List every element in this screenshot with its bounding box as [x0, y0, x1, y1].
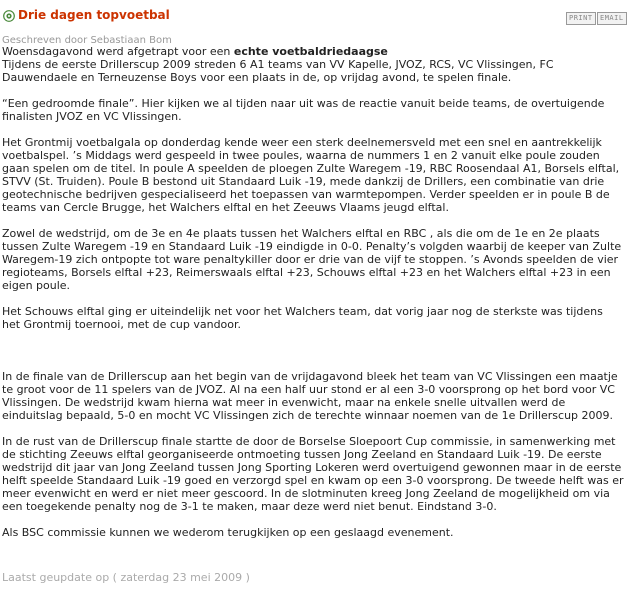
paragraph-spacer — [2, 357, 624, 370]
paragraph-spacer — [2, 123, 624, 136]
article-header — [0, 8, 629, 28]
paragraph-spacer — [2, 214, 624, 227]
lead-text: Woensdagavond werd afgetrapt voor een — [2, 45, 234, 58]
article-paragraph: Het Grontmij voetbalgala op donderdag kende weer een sterk deelnemersveld met een snel en aantrekkelijk voetbalspel. ’s Middags werd gespeeld in twee poules, waarna de nummers 1 en 2 vanuit elke poule zouden gaan spelen om de titel. In poule A speelden de ploegen Zulte Waregem -19, RBC Roosendaal A1, Borsels elftal, STVV (St. Truiden). Poule B bestond uit Standaard Luik -19, mede dankzij de Drillers, een combinatie van drie geotechnische bedrijven gespecialiseerd het toepassen van warmtepompen. Verder speelden er in poule B de teams van Cercle Brugge, het Walchers elftal en het Zeeuws Vlaams jeugd elftal. — [2, 136, 620, 214]
article-paragraph: “Een gedroomde finale”. Hier kijken we al tijden naar uit was de reactie vanuit beide teams, de overtuigende finalisten JVOZ en VC Vlissingen. — [2, 97, 605, 123]
last-updated: Laatst geupdate op ( zaterdag 23 mei 2009 ) — [2, 571, 250, 584]
article-paragraph: Zowel de wedstrijd, om de 3e en 4e plaats tussen het Walchers elftal en RBC , als die om de 1e en 2e plaats tussen Zulte Waregem -19 en Standaard Luik -19 eindigde in 0-0. Penalty’s volgden waarbij de keeper van Zulte Waregem-19 zich ontpopte tot ware penaltykiller door er drie van de vijf te stoppen. ’s Avonds speelden de vier regioteams, Borsels elftal +23, Reimerswaals elftal +23, Schouws elftal +23 en het Walchers elftal +23 in een eigen poule. — [2, 227, 622, 292]
club-logo-icon — [3, 10, 15, 22]
author-line: Geschreven door Sebastiaan Bom — [2, 35, 172, 46]
email-button[interactable]: EMAIL — [597, 12, 627, 25]
paragraph-spacer — [2, 84, 624, 97]
print-button[interactable]: PRINT — [566, 12, 596, 25]
article-title[interactable]: Drie dagen topvoetbal — [18, 8, 170, 22]
article-paragraph: In de rust van de Drillerscup finale startte de door de Borselse Sloepoort Cup commissie, in samenwerking met de stichting Zeeuws elftal georganiseerde ontmoeting tussen Jong Zeeland en Standaard Luik -19. De eerste wedstrijd dit jaar van Jong Zeeland tussen Jong Sporting Lokeren werd overtuigend gewonnen maar in de eerste helft speelde Standaard Luik -19 goed en verzorgd spel en kwam op een 3-0 voorsprong. De tweede helft was er meer evenwicht en werd er niet meer gescoord. In de slotminuten kreeg Jong Zeeland de mogelijkheid om via een toegekende penalty nog de 3-1 te maken, maar deze werd niet benut. Eindstand 3-0. — [2, 435, 624, 513]
paragraph-spacer — [2, 292, 624, 305]
paragraph-spacer — [2, 331, 624, 357]
article-paragraph: In de finale van de Drillerscup aan het begin van de vrijdagavond bleek het team van VC Vlissingen een maatje te groot voor de 11 spelers van de JVOZ. Al na een half uur stond er al een 3-0 voorsprong op het bord voor VC Vlissingen. De wedstrijd kwam hierna wat meer in evenwicht, maar na enkele snelle uitvallen werd de einduitslag bepaald, 5-0 en mocht VC Vlissingen zich de terechte winnaar noemen van de 1e Drillerscup 2009. — [2, 370, 618, 422]
lead-bold-text: echte voetbaldriedaagse — [233, 45, 388, 58]
paragraph-spacer — [2, 513, 624, 526]
article-paragraph: Als BSC commissie kunnen we wederom terugkijken op een geslaagd evenement. — [2, 526, 454, 539]
article-paragraph: Tijdens de eerste Drillerscup 2009 streden 6 A1 teams van VV Kapelle, JVOZ, RCS, VC Vlissingen, FC Dauwendaele en Terneuzense Boys voor een plaats in de, op vrijdag avond, te spelen finale. — [2, 58, 554, 84]
article-body — [2, 45, 624, 539]
lead-paragraph — [2, 45, 624, 58]
paragraph-spacer — [2, 422, 624, 435]
article-paragraph: Het Schouws elftal ging er uiteindelijk net voor het Walchers team, dat vorig jaar nog de sterkste was tijdens het Grontmij toernooi, met de cup vandoor. — [2, 305, 603, 331]
